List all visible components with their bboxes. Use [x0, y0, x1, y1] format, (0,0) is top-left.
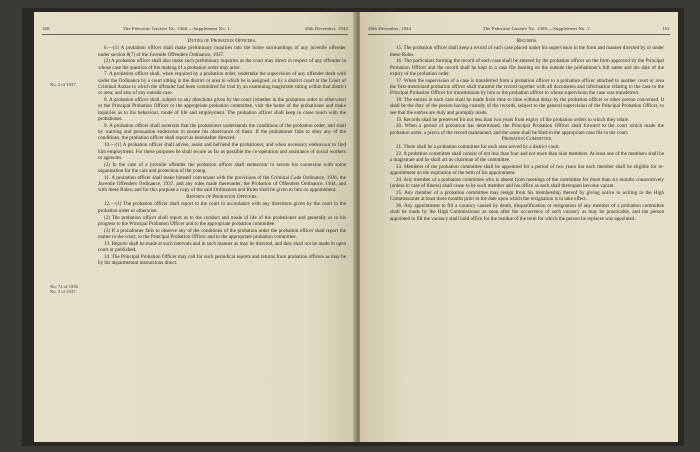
- paragraph: 13. Reports shall be made at such intervals and in such manner as may be directed, and they shall not be made in open court or published.: [98, 240, 346, 253]
- right-page-body: [390, 38, 664, 438]
- right-page-title: The Palestine Gazette No. 1366.—Supplement No. 1.: [482, 26, 592, 31]
- paragraph: 6.—(1) A probation officer shall make preliminary inquiries into the home surroundings of any juvenile offender under section 8(7) of the Juvenile Offenders Ordinance, 1937.: [98, 45, 346, 58]
- right-page-date: 28th December, 1944: [368, 26, 412, 31]
- section-heading: Probation Committee.: [501, 136, 553, 143]
- margin-note: No. 2 of 1937.: [50, 82, 77, 87]
- section-heading: Duties of Probation Officers.: [187, 38, 257, 44]
- right-header-rule: [368, 34, 670, 35]
- left-header-rule: [42, 34, 348, 35]
- paragraph: 22. A probation committee shall consist of not less than four and not more than nine members. At least one of the members shall be a magistrate and he shall act as chairman of the committee.: [390, 150, 664, 163]
- paragraph: 16. The particulars forming the record of each case shall be entered by the probation officer on the form approved by the Principal Probation Officer and the record shall be kept in a case file bearing on the outside the probationer's full name and the date of the expiry of the probation order.: [390, 58, 664, 77]
- paragraph: 15. The probation officer shall keep a record of each case placed under his supervision in the form and manner directed by or under these Rules.: [390, 45, 664, 58]
- paragraph: 10.—(1) A probation officer shall advise, assist and befriend the probationer, and when necessary endeavour to find him employment. For these purposes he shall secure as far as possible the co-operation and assistance of social workers or agencies.: [98, 142, 346, 161]
- paragraph: 25. Any member of a probation committee may resign from his membership thereof by giving notice in writing to the High Commissioner at least three months prior to the date upon which the resignation is to take effect.: [390, 189, 664, 203]
- left-page-body: [98, 38, 346, 438]
- paragraph: (2) The probation officer shall report as to the conduct and mode of life of the probationer and generally as to his progress to the Principal Probation Officer and to the appropriate probation committee.: [98, 214, 346, 227]
- paragraph: 21. There shall be a probation committee for each area served by a district court.: [396, 143, 560, 150]
- section-heading: Reports of Probation Officers.: [186, 194, 258, 201]
- section-heading: Records.: [516, 38, 538, 44]
- paragraph: 11. A probation officer shall make himself conversant with the provisions of the Criminal Code Ordinance, 1936, the Juvenile Offenders Ordinance, 1937, and any rules made thereunder, the Probation of Offenders Ordinance, 1944, and with these Rules; and for this purpose a copy of the said Ordinances and Rules shall be given to him on appointment.: [98, 174, 346, 194]
- right-page: [360, 12, 678, 442]
- margin-note: No. 74 of 1936. No. 2 of 1937.: [50, 284, 79, 295]
- paragraph: 7. A probation officer shall, when required by a probation order, undertake the supervision of any offender dealt with under the Ordinance by a court sitting in the district or area to which he is assigned, or by a district court or the Court of Criminal Assize to which the offender had been committed for trial by an examining magistrate sitting within that district or area; and also of any outside case.: [98, 71, 346, 97]
- paragraph: 23. Members of the probation committee shall be appointed for a period of two years but each member shall be eligible for re-appointment on the expiration of the term of his appointment.: [390, 163, 664, 176]
- paragraph: 9. A probation officer shall ascertain that the probationer understands the conditions of the probation order, and shall by warning and persuasion endeavour to ensure his observance of them. If the probationer fails to obey any of the conditions, the probation officer shall report as hereinafter directed.: [98, 122, 346, 142]
- paragraph: 17. When the supervision of a case is transferred from a probation officer to a probation officer attached to another court or area the first-mentioned probation officer shall transmit the record together with all documents and information relating to the case to the Principal Probation Officer for transmission by him to the probation officer to whose supervision the case was transferred.: [390, 77, 664, 97]
- right-page-number: 161: [662, 26, 670, 31]
- paragraph: 12.—(1) The probation officer shall report to the court in accordance with any directions given by the court in the probation order or otherwise.: [98, 201, 346, 214]
- left-page: [34, 12, 356, 442]
- left-page-title: The Palestine Gazette No. 1366.—Supplement No. 1.: [122, 26, 232, 31]
- paragraph: 19. Records shall be preserved for not less than two years from expiry of the probation orders to which they relate.: [396, 116, 630, 123]
- section-paragraphs: [98, 201, 346, 266]
- paragraph: 8. A probation officer shall, subject to any directions given by the court (whether in the probation order or otherwise) or the Principal Probation Officer or the appropriate probation committee, visit the home of the probationer and make inquiries as to his behaviour, mode of life and employment. The probation officer shall keep in close touch with the probationer.: [98, 97, 346, 123]
- paragraph: (2) In the case of a juvenile offender the probation officer shall endeavour to secure his connexion with some organization for the care and protection of the young.: [98, 161, 346, 174]
- paragraph: 20. When a period of probation has determined, the Principal Probation Officer shall forward to the court which made the probation order, a precis of the record maintained, and the same shall be filed in the appropriate case file in the court.: [390, 123, 664, 136]
- section-paragraphs: [98, 45, 346, 193]
- section-paragraphs: [390, 45, 664, 136]
- paragraph: 18. The entries in each case shall be made from time to time without delay by the probation officer or other person concerned. It shall be the duty of the person having custody of the records, subject to the general supervision of the Principal Probation Officer, to see that the entries are duly and promptly made.: [390, 97, 664, 116]
- open-book: [22, 8, 684, 446]
- paragraph: 14. The Principal Probation Officer may call for such periodical reports and returns from probation officers as may be by his departmental instructions direct.: [98, 253, 346, 267]
- paragraph: (3) If a probationer fails to observe any of the conditions of the probation order the probation officer shall report the matter to the court, to the Principal Probation Officer and to the appropriate probation committee.: [98, 227, 346, 240]
- section-paragraphs: [390, 144, 664, 222]
- left-page-header: [42, 26, 348, 31]
- paragraph: (2) A probation officer shall also make such preliminary inquiries as the court may direct in respect of any offender in whose case the question of the making of a probation order may arise.: [98, 58, 346, 71]
- left-page-date: 28th December, 1944: [304, 26, 348, 31]
- left-page-number: 160: [42, 26, 50, 31]
- paragraph: 26. Any appointment to fill a vacancy caused by death, disqualification or resignation of any member of a probation committee shall be made by the High Commissioner as soon after the occurrence of such vacancy as may be practicable, and the person appointed to fill the vacancy shall hold office for the residue of the term for which the person he replaces was appointed.: [390, 202, 664, 222]
- right-page-header: [368, 26, 670, 31]
- paragraph: 24. Any member of a probation committee who is absent from meetings of the committee for more than six months consecutively (unless in case of illness) shall cease to be such member and his office as such shall thereupon become vacant.: [390, 176, 664, 190]
